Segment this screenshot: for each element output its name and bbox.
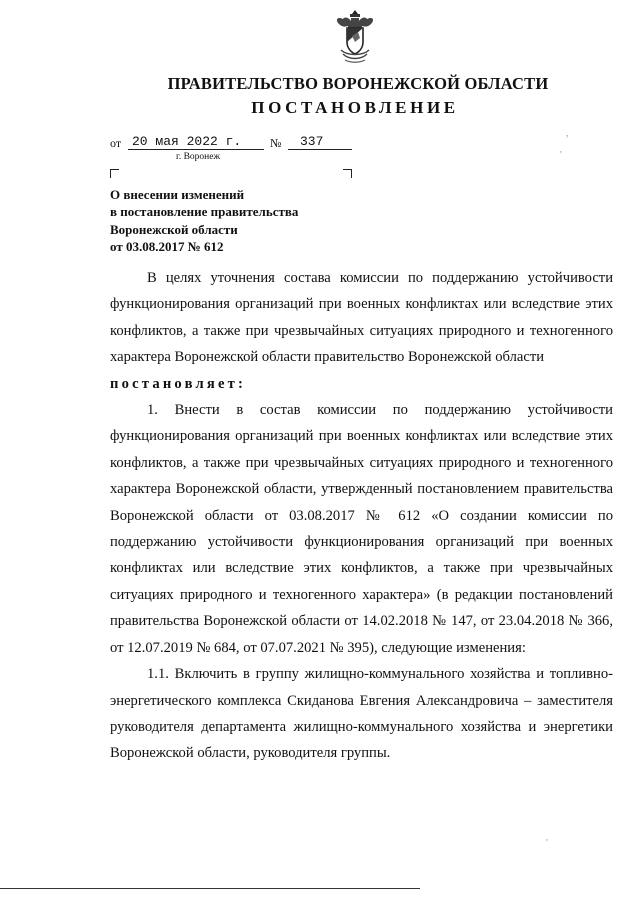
government-title: ПРАВИТЕЛЬСТВО ВОРОНЕЖСКОЙ ОБЛАСТИ xyxy=(167,74,549,93)
city-label: г. Воронеж xyxy=(176,152,221,162)
number-underline xyxy=(288,149,352,150)
scan-mark: ' xyxy=(546,838,548,849)
resolves-word: постановляет: xyxy=(110,375,247,392)
number-label: № xyxy=(270,136,282,150)
date-label: от xyxy=(110,136,122,150)
scan-mark: , xyxy=(566,128,569,139)
subject-line: от 03.08.2017 № 612 xyxy=(110,239,224,255)
document-type-title: ПОСТАНОВЛЕНИЕ xyxy=(251,98,459,117)
document-date: 20 мая 2022 г. xyxy=(132,134,242,149)
item-1-1-paragraph: 1.1. Включить в группу жилищно-коммунального хозяйства и топливно-энергетического комплекса Скиданова Евгения Александровича – заместителя руководителя департамента жилищно-коммунального хозяйства и энергетики Воронежской области, руководителя группы. xyxy=(110,666,613,762)
bracket-right xyxy=(343,169,352,178)
scan-mark: ' xyxy=(560,150,562,161)
preamble-paragraph: В целях уточнения состава комиссии по поддержанию устойчивости функционирования организаций при военных конфликтах или вследствие этих конфликтов, а также при чрезвычайных ситуациях природного и техногенного характера Воронежской области правительство Воронежской области xyxy=(110,270,613,366)
subject-heading xyxy=(110,186,298,256)
bracket-left xyxy=(110,169,119,178)
coat-of-arms-emblem xyxy=(335,10,375,64)
document-number: 337 xyxy=(300,134,324,149)
subject-line: О внесении изменений xyxy=(110,187,245,202)
item-1-paragraph: 1. Внести в состав комиссии по поддержанию устойчивости функционирования организаций при военных конфликтах или вследствие этих конфликтов, а также при чрезвычайных ситуациях природного и техногенного характера Воронежской области, утвержденный постановлением правительства Воронежской области от 03.08.2017 № 612 «О создании комиссии по поддержанию устойчивости функционирования организаций при военных конфликтах или вследствие этих конфликтов, а также при чрезвычайных ситуациях природного и техногенного характера» (в редакции постановлений правительства Воронежской области от 14.02.2018 № 147, от 23.04.2018 № 366, от 12.07.2019 № 684, от 07.07.2021 № 395), следующие изменения: xyxy=(110,402,613,656)
date-underline xyxy=(128,149,264,150)
bottom-rule xyxy=(0,888,420,889)
subject-line: в постановление правительства xyxy=(110,204,299,220)
document-body xyxy=(110,265,613,767)
subject-line: Воронежской области xyxy=(110,221,238,237)
